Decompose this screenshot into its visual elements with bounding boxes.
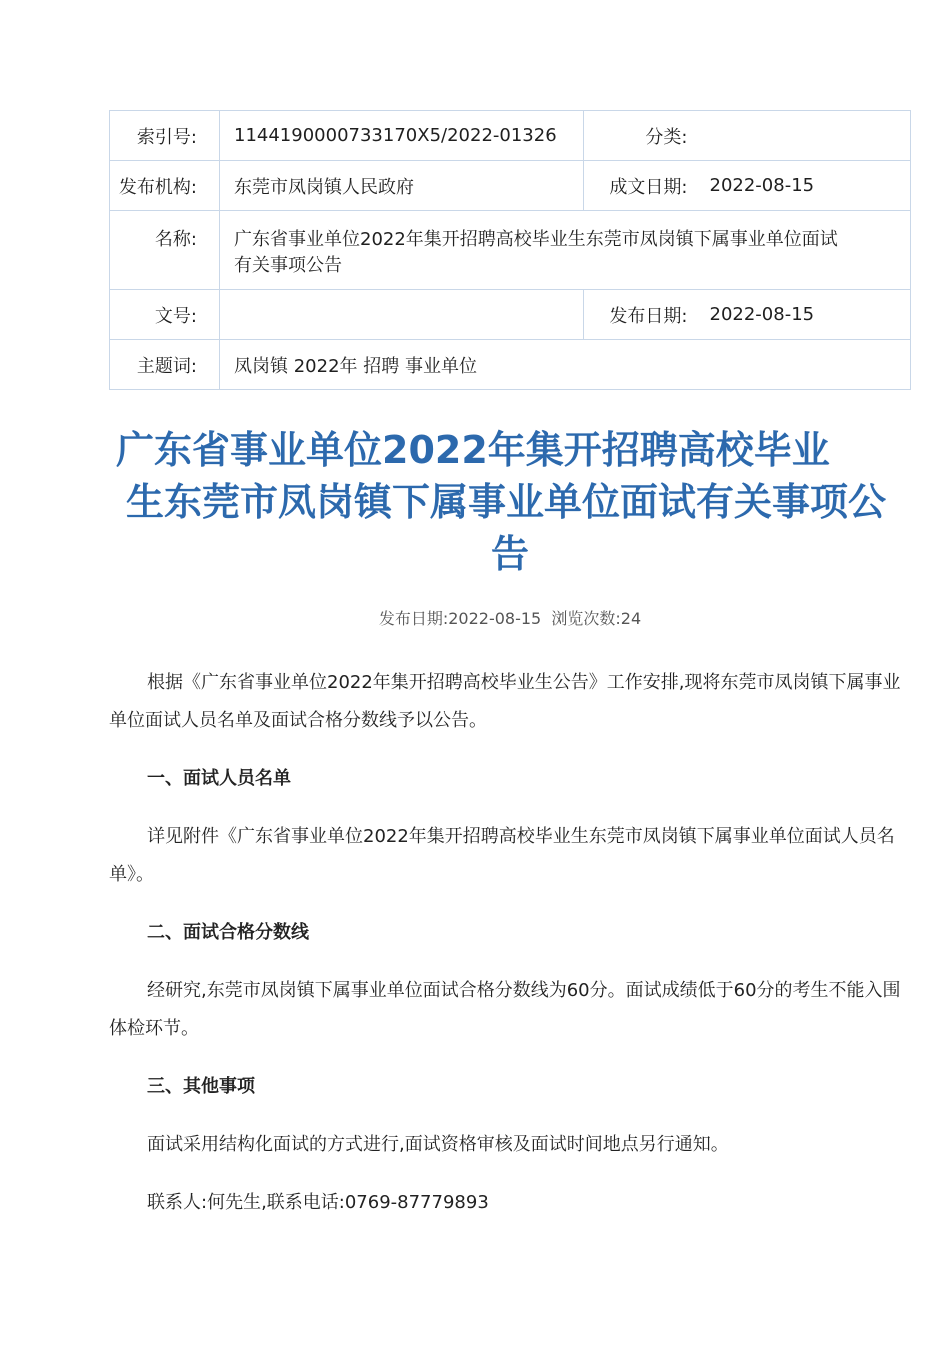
publish-info bbox=[0, 606, 950, 629]
document-metadata-table bbox=[109, 110, 911, 390]
body-paragraph: 根据《广东省事业单位2022年集开招聘高校毕业生公告》工作安排,现将东莞市凤岗镇下属事业单位面试人员名单及面试合格分数线予以公告。 bbox=[109, 672, 901, 731]
meta-row-index bbox=[110, 111, 911, 161]
publish-date: 2022-08-15 bbox=[448, 609, 542, 628]
views-label: 浏览次数: bbox=[551, 609, 621, 628]
body-paragraph: 详见附件《广东省事业单位2022年集开招聘高校毕业生东莞市凤岗镇下属事业单位面试人员名单》。 bbox=[109, 826, 895, 885]
pubdate-value: 2022-08-15 bbox=[710, 290, 911, 340]
meta-row-keywords bbox=[110, 340, 911, 390]
category-value bbox=[710, 111, 911, 161]
org-value: 东莞市凤岗镇人民政府 bbox=[220, 161, 584, 211]
name-label: 名称: bbox=[110, 211, 220, 290]
article-title-line-3: 告 bbox=[490, 532, 529, 576]
article-title bbox=[100, 424, 910, 580]
keywords-label: 主题词: bbox=[110, 340, 220, 390]
docno-value bbox=[220, 290, 584, 340]
body-paragraph: 面试采用结构化面试的方式进行,面试资格审核及面试时间地点另行通知。 bbox=[147, 1134, 729, 1155]
index-value: 1144190000733170X5/2022-01326 bbox=[220, 111, 584, 161]
meta-row-docno bbox=[110, 290, 911, 340]
name-value: 广东省事业单位2022年集开招聘高校毕业生东莞市凤岗镇下属事业单位面试有关事项公告 bbox=[220, 211, 911, 290]
docno-label: 文号: bbox=[110, 290, 220, 340]
publish-date-label: 发布日期: bbox=[378, 609, 449, 628]
index-label: 索引号: bbox=[110, 111, 220, 161]
meta-row-name bbox=[110, 211, 911, 290]
created-date-label: 成文日期: bbox=[584, 161, 710, 211]
org-label: 发布机构: bbox=[110, 161, 220, 211]
section-heading: 三、其他事项 bbox=[147, 1076, 255, 1097]
keywords-value: 凤岗镇 2022年 招聘 事业单位 bbox=[220, 340, 911, 390]
section-heading: 二、面试合格分数线 bbox=[147, 922, 309, 943]
section-heading: 一、面试人员名单 bbox=[147, 768, 291, 789]
article-title-line-2: 生东莞市凤岗镇下属事业单位面试有关事项公 bbox=[126, 480, 887, 524]
article-title-line-1: 广东省事业单位2022年集开招聘高校毕业 bbox=[116, 428, 830, 472]
article-body bbox=[109, 664, 909, 1242]
created-date-value: 2022-08-15 bbox=[710, 161, 911, 211]
contact-paragraph: 联系人:何先生,联系电话:0769-87779893 bbox=[147, 1192, 489, 1213]
body-paragraph: 经研究,东莞市凤岗镇下属事业单位面试合格分数线为60分。面试成绩低于60分的考生不能入围体检环节。 bbox=[109, 980, 901, 1039]
category-label: 分类: bbox=[584, 111, 710, 161]
meta-row-org bbox=[110, 161, 911, 211]
pubdate-label: 发布日期: bbox=[584, 290, 710, 340]
views-count: 24 bbox=[620, 609, 642, 628]
